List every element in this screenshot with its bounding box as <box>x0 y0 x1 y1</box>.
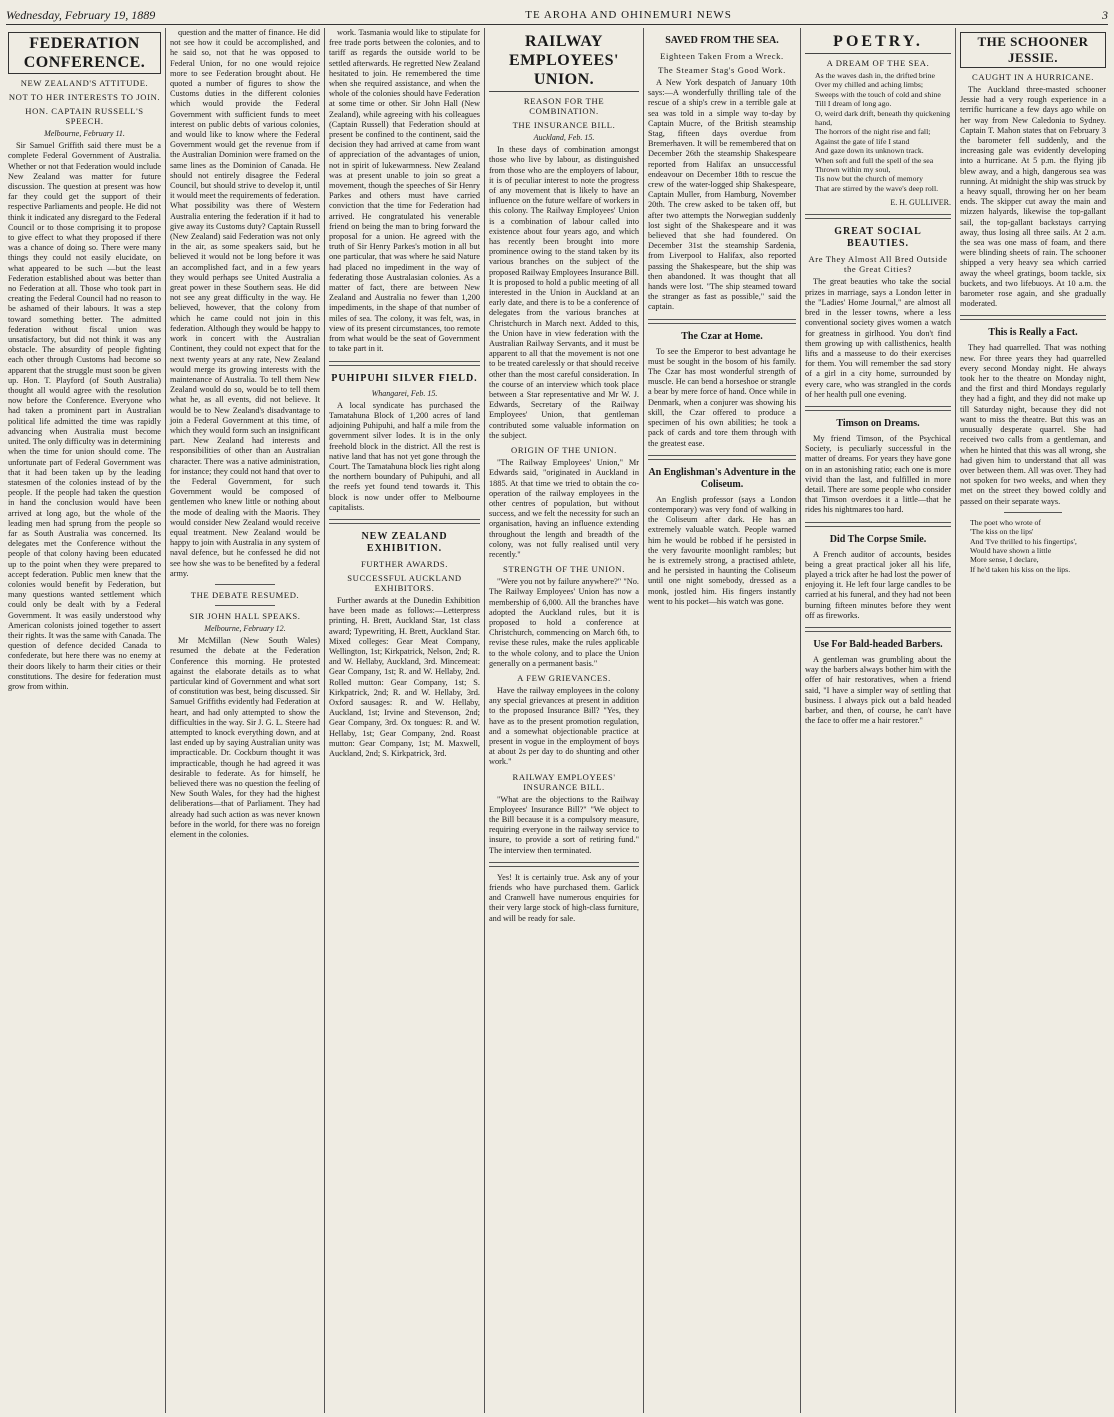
masthead-date: Wednesday, February 19, 1889 <box>6 7 156 22</box>
railway-body-6: Yes! It is certainly true. Ask any of your friends who have purchased them. Garlick and Cranwell have numerous enquiries for their very large stock of high-class furniture, and will be ready for sale. <box>489 872 639 923</box>
puhipuhi-body: A local syndicate has purchased the Tamatahuna Block of 1,200 acres of land adjoining Puhipuhi, and half a mile from the government silver lodes. It is in the only freehold block in the district. All the rest is native land that has not yet gone through the Court. The Tamatahuna block lies right along the northern boundary of Puhipuhi, and all the reefs yet found tend towards it. This block is now under offer to Melbourne capitalists. <box>329 400 480 512</box>
col2-heading-2: SIR JOHN HALL SPEAKS. <box>189 610 301 621</box>
column-3 <box>325 28 485 1413</box>
railway-subhead-1: REASON FOR THE COMBINATION. <box>523 96 605 116</box>
divider <box>648 455 796 460</box>
col2-body-1: question and the matter of finance. He did not see how it could be accomplished, and he said so, not that he was opposed to Federal Union, for no one would rejoice more to see Federation brought about. He quoted a number of figures to show the Customs duties in the different colonies which would provide the Federal Government with sufficient funds to meet interest on public debts of various colonies, and would like to know where the Federal Government would get the revenue from if the Australian Dominion were framed on the same lines as the Dominion of Canada. He should not entirely disagree the Federal Council, but should strive to develop it, until it would meet the requirements of federation. What possibility was there of Western Australia entering the federation if it had to give away its Customs duty? Captain Russell (New Zealand) said Federation was not only in the air, as some speakers said, but he believed it would not be long before it was an accomplished fact, and in a few years they would perhaps see United Australia a great power in these Southern seas. He did not see any great difficulty in the way. He believed, however, that the colony from which he came could not join in this federation. Although they would be happy to work in concert with the Australian Continent, they could not expect that for the next twenty years at any rate, New Zealand would merge its growing interests with the maintenance of Australia. To tell them New Zealand would do so, would be to tell them what he, as all events, did not believe. It would be to New Zealand's disadvantage to join a Federal Government at this time, of which they would form such an insignificant part. New Zealand had interests and responsibilities of other than an Australian character. There was a native administration, for instance; they could not hand that over to the Federal Government, for such Government would be composed of gentlemen who knew little or nothing about the mode of dealing with the Maoris. They would consider New Zealand would receive equal treatment. New Zealand would be happy to join with Australia in any system of naval defence, but he confessed he did not see how she was to be benefited by a federal army. <box>170 28 320 578</box>
divider <box>805 214 951 219</box>
poem-line: Till I dream of long ago. <box>815 99 892 109</box>
federation-subhead-1: NEW ZEALAND'S ATTITUDE. <box>20 78 149 88</box>
federation-subhead-2: NOT TO HER INTERESTS TO JOIN. <box>8 92 161 102</box>
poetry-subhead: A DREAM OF THE SEA. <box>826 58 930 68</box>
col2-dateline: Melbourne, February 12. <box>204 623 286 633</box>
poem-line: Sweeps with the touch of cold and shine <box>815 89 941 99</box>
poem-line: Thrown within my soul, <box>815 165 891 175</box>
masthead-title: TE AROHA AND OHINEMURI NEWS <box>525 9 732 21</box>
poem-block <box>805 71 951 193</box>
railway-subhead-2: THE INSURANCE BILL. <box>512 120 616 130</box>
saved-heading: SAVED FROM THE SEA. <box>665 35 779 46</box>
divider <box>805 406 951 411</box>
railway-dateline: Auckland, Feb. 15. <box>533 133 595 142</box>
column-5 <box>644 28 801 1413</box>
verse-line: And 'I've thrilled to his fingertips', <box>970 536 1077 546</box>
divider <box>805 627 951 632</box>
verse-line: If he'd taken his kiss on the lips. <box>970 564 1071 574</box>
divider <box>489 862 639 867</box>
czar-heading: The Czar at Home. <box>681 330 763 342</box>
columns <box>4 28 1110 1413</box>
puhipuhi-dateline: Whangarei, Feb. 15. <box>371 388 438 398</box>
corpse-body: A French auditor of accounts, besides being a great practical joker all his life, played a trick after he had lost the power of enjoying it. He left four large candles to be carried at his funeral, and they had not been burning fifteen minutes before they went off as fireworks. <box>805 549 951 620</box>
saved-subhead-1: Eighteen Taken From a Wreck. <box>660 51 784 61</box>
beauties-body: The great beauties who take the social prizes in marriage, says a London letter in the "Ladies' Home Journal," are almost all bred in the lesser towns, where a less conventional society gives women a watch for greatness in girlhood. You don't find them growing up with callisthenics, health lifts and a masseuse to do their exercises for them. You will remember the sad story of a girl in a city home, surrounded by every care, who was strangled in the cords of her health pull one evening. <box>805 277 951 399</box>
column-1 <box>4 28 166 1413</box>
railway-body-4: Have the railway employees in the colony any special grievances at present in addition to the proposed Insurance Bill? "Yes, they have as to the present promotion regulation, and a somewhat objectionable practice at present in vogue in the employment of boys at about 2s per day to do shunting and other work." <box>489 685 639 767</box>
schooner-body: The Auckland three-masted schooner Jessie had a very rough experience in a terrific hurricane a few days ago while on her way from New Caledonia to Sydney. Captain T. Mahon states that on February 3 the barometer fell suddenly, and the increasing gale was evidently developing into a hurricane. At 5 p.m. the flying jib blew away, and a high, dangerous sea was running. At midnight the ship was struck by a heavy squall, throwing her on her beam ends. The skipper cut away the main and mizzen halyards, likewise the top-gallant sail, the top-gallant backstays carrying away, thus losing all three sails. At 2 a.m. the sea was one mass of foam, and there were blinding sheets of rain. The schooner shipped a very heavy sea which carried away the wheel gratings, boom tackle, six buckets, and two lifebuoys. At 10 a.m. the barometer rose again, and she gradually moderated. <box>960 85 1106 309</box>
divider <box>648 319 796 324</box>
coliseum-body: An English professor (says a London contemporary) was very fond of walking in the Coliseum after dark. He has an extremely valuable watch. People warned him he would be robbed if he persisted in the very favourite moonlight rambles; but he is extremely strong, a practised athlete, and he persisted in haunting the Coliseum until one night somebody, dressed as a monk, jostled him. His fingers instantly went to his pocket—his watch was gone. <box>648 494 796 606</box>
barbers-body: A gentleman was grumbling about the way the barbers always bother him with the offer of hair restoratives, when a friend said, "I have a simpler way of settling that business. I always pick out a bald headed barber, and then, of course, he can't have the face to offer me a hair restorer." <box>805 654 951 726</box>
divider <box>1004 512 1062 513</box>
puhipuhi-heading: PUHIPUHI SILVER FIELD. <box>331 372 478 384</box>
divider <box>329 361 480 366</box>
column-2 <box>166 28 325 1413</box>
column-7 <box>956 28 1110 1413</box>
railway-heading-strength: STRENGTH OF THE UNION. <box>503 564 625 575</box>
federation-body: Sir Samuel Griffith said there must be a complete Federal Government of Australia. Whether or not that Federation would include New Zealand was matter for future discussion. The question at present was how far they could get the support of their respective Parliaments and people. He did not think it indicated any disregard to the Federal Council or to those comprising it to propose to give effect to what they proposed if there was a chance of doing so. There were many things they could not easily elucidate, on what appeared to be such —but the least Federation established about was better than no Federation at all. Those who took part in creating the Federal Council had no reason to be ashamed of their labours. It was a step toward something better. The admitted federation without fiscal union was unsatisfactory, but did not think it was any obstacle. The absurdity of people fighting each other through Customs had become so apparent that the struggle must soon be given up. Hon. T. Playford (of South Australia) thought all would agree with the resolution now before the Conference. Everyone who had taken a prominent part in Australian political life admitted the time was rapidly advancing when Australia must become united. The only difficulty was in determining when the time for union should come. The unfortunate part of Federal Government was that it had been taken up by the leading statesmen of the colonies instead of by the people. If the people had taken the question in hand the conclusion would have been arrived at long ago, but the whole of the leading men had sprung from the people so far as South Australia was concerned. Its delegates met the Conference without the people of that colony having been educated up to the point when they were prepared to accept federation. Public men knew that the colonies would benefit by Federation, but many questions wanted settlement which could only be dealt with by a Federal Government. It was easily understood why American colonists joined together to assert their rights. It was the same with Canada. The question of defence decided Canada to confederate, but here there was no enemy at their doors likely to harm their cities or their constitutions. The desire for federation must grow from within. <box>8 141 161 691</box>
poem-signature: E. H. GULLIVER. <box>890 198 951 208</box>
railway-heading-origin: ORIGIN OF THE UNION. <box>511 445 617 456</box>
exhibition-subhead-2: SUCCESSFUL AUCKLAND EXHIBITORS. <box>347 572 462 593</box>
column-4 <box>485 28 644 1413</box>
exhibition-body: Further awards at the Dunedin Exhibition have been made as follows:—Letterpress printing, H. Brett, Auckland Star, 1st class award; Typewriting, H. Brett, Auckland Star. Mixed colleges: Gear Meat Company, Wellington, 1st; Kirkpatrick, Nelson, 2nd; R. and W. Hellaby, Auckland, 3rd. Mincemeat: Gear Company, 1st; R. and W. Hellaby, 2nd. Rolled mutton: Gear Company, 1st; S. Kirkpatrick, 2nd; R. and W. Hellaby, 3rd. Oxford sausages: R. and W. Hellaby, Auckland, 1st; Irvine and Stevenson, 2nd; Gear Company, 3rd. Ox tongues: R. and W. Hellaby, 1st; Gear Company, 2nd. Roast mutton: Gear Company, 1st; M. Maxwell, Auckland, 2nd; S. Kirkpatrick, 3rd. <box>329 595 480 758</box>
beauties-heading: GREAT SOCIAL BEAUTIES. <box>834 226 922 250</box>
divider <box>805 522 951 527</box>
timson-body: My friend Timson, of the Psychical Society, is peculiarly successful in the matter of dreams. For years they have gone on in an astonishing ratio; each one is more vivid than the last, and fulfilled in more detail. There are some people who consider that Timson overdoes it a little—that he rides his nightmares too hard. <box>805 433 951 515</box>
poem-line: And gaze down its unknown track. <box>815 146 924 156</box>
divider <box>329 519 480 524</box>
masthead <box>6 6 1108 25</box>
poem-line: That are stirred by the wave's deep roll. <box>815 183 939 193</box>
poem-line: Over my chilled and aching limbs; <box>815 80 924 90</box>
timson-heading: Timson on Dreams. <box>836 417 920 429</box>
poem-line: O, weird dark drift, beneath thy quickening hand, <box>815 108 951 128</box>
railway-heading-grievances: A FEW GRIEVANCES. <box>517 672 611 683</box>
fact-body: They had quarrelled. That was nothing new. For three years they had quarrelled every second Monday night. He always took her to the theatre on Monday night, and the first and third Mondays regularly they had a fight, and they did not make up till Saturday night, because they did not want to miss the theatre. But this was an unusually desperate quarrel. She had received two calls from a gentleman, and when he hinted that this was all wrong, she had given him to understand that all was over between them. All was over. They had not spoken for two weeks, and when they met on the street they bowed coldly and passed on their separate ways. <box>960 343 1106 506</box>
railway-title: RAILWAY EMPLOYEES' UNION. <box>489 32 639 92</box>
verse-line: The poet who wrote of <box>970 517 1042 527</box>
verse-line: More sense, I declare, <box>970 555 1039 565</box>
poem-line: The horrors of the night rise and fall; <box>815 127 931 137</box>
divider <box>215 605 275 606</box>
federation-title: FEDERATION CONFERENCE. <box>8 32 161 74</box>
verse-line: 'The kiss on the lips' <box>970 527 1034 537</box>
col2-body-2: Mr McMillan (New South Wales) resumed the debate at the Federation Conference this morning. He protested against the elaborate details as to what particular kind of Government and what sort of constitution was best, being discussed. Sir Samuel Griffiths evidently had Federation at heart, and had only attempted to show the difficulties in the way. Sir J. G. L. Steere had attempted to knock everything down, and at last ended up by saying Australian unity was impracticable. Dr. Cockburn thought it was impracticable, though he had agreed it was desirable to federate. As for himself, he believed there was no question the feeling of New South Wales, for they had the highest deliberations—that of Parliament. They had already had such action as was never known before in the world, for there was no foreign element in the colonies. <box>170 636 320 840</box>
railway-body-2: "The Railway Employees' Union," Mr Edwards said, "originated in Auckland in 1885. At that time we tried to obtain the co-operation of the railway employees in the other centres of population, but without success, and we felt the necessity for such an organisation, having an influence extending throughout the length and breadth of the colony, was not fully realised until very recently." <box>489 458 639 559</box>
poetry-title: POETRY. <box>805 32 951 54</box>
verse-block <box>960 518 1106 574</box>
railway-body-1: In these days of combination amongst those who live by labour, as distinguished from those who are the employers of labour, it is of peculiar interest to note the progress of any movement that is likely to have an influence on the future welfare of workers in this colony. The Railway Employees' Union is a combination of labour called into existence about four years ago, and which has recently been brought into more prominence owing to the stand taken by its various branches on the subject of the proposed Railway Employees Insurance Bill. It is proposed to hold a public meeting of all interested in the Union in Auckland at an early date, and there is to be a conference of delegates from the various branches at Christchurch in March next. Added to this, the Union have in view federation with the Australian Railway Servants, and it must be apparent to all that the movement is not one to be treated carelessly or that should receive other than the most careful consideration. In the course of an interview which took place between a Star representative and Mr W. J. Edwards, Secretary of the Railway Employees' Union, that gentleman contributed some valuable information on the subject. <box>489 145 640 440</box>
divider <box>960 315 1106 320</box>
federation-subhead-3: HON. CAPTAIN RUSSELL'S SPEECH. <box>25 106 144 126</box>
exhibition-subhead-1: FURTHER AWARDS. <box>360 558 449 569</box>
railway-body-5: "What are the objections to the Railway Employees' Insurance Bill?" "We object to the Bill because it is a compulsory measure, requiring everyone in the railway service to insure, to provide a sort of retiring fund." The interview then terminated. <box>489 794 639 855</box>
railway-body-3: "Were you not by failure anywhere?" "No. The Railway Employees' Union has now a membership of 6,000. All the branches have adopted the Auckland rules, but it is proposed to hold a conference at Christchurch, commencing on March 6th, to revise these rules, make the rules applicable to the whole colony, and to place the Union generally on a permanent basis." <box>489 577 639 668</box>
divider <box>215 584 275 585</box>
schooner-subhead: CAUGHT IN A HURRICANE. <box>972 72 1094 82</box>
verse-line: Would have shown a little <box>970 545 1052 555</box>
poem-line: Against the gate of life I stand <box>815 136 910 146</box>
barbers-heading: Use For Bald-headed Barbers. <box>813 638 943 650</box>
czar-body: To see the Emperor to best advantage he must be sought in the bosom of his family. The Czar has most wonderful strength of muscle. He can bend a horseshoe or strangle a bear by mere force of hand. Once while in Denmark, when a conjurer was showing his skill, the Czar offered to produce a specimen of his own abilities; he took a pack of cards and tore them through with the greatest ease. <box>648 346 796 448</box>
poem-line: Tis now but the church of memory <box>815 174 923 184</box>
col2-heading-1: THE DEBATE RESUMED. <box>190 589 300 600</box>
federation-dateline: Melbourne, February 11. <box>44 129 125 138</box>
fact-heading: This is Really a Fact. <box>988 327 1078 339</box>
poem-line: As the waves dash in, the drifted brine <box>815 71 935 80</box>
saved-subhead-2: The Steamer Stag's Good Work. <box>658 65 786 75</box>
saved-body: A New York despatch of January 10th says:—A wonderfully thrilling tale of the rescue of a ship's crew in a terrible gale at sea was told in a simple way to-day by Captain Mucre, of the British steamship Stag, fifteen days overdue from Bremerhaven. It will be remembered that on December 26th the steamship Shakespeare reported from Halifax an unsuccessful endeavour on December 18th to rescue the crew of the water-logged ship Shakespeare, Captain Muller, from Hamburg, November 20th. The crew asked to be taken off, but after two attempts the Norwegian suddenly lost sight of the Shakespeare and it was believed that she had foundered. On December 31st the steamship Sardenia, from Liverpool to Halifax, also reported passing the Shakespeare, but the ship was then abandoned. It was thought that all hands were lost. "The ship steamed toward the stranger as fast as possible," said the captain. <box>648 78 796 312</box>
schooner-title: THE SCHOONER JESSIE. <box>960 32 1106 68</box>
column-6 <box>801 28 956 1413</box>
corpse-heading: Did The Corpse Smile. <box>829 533 927 545</box>
coliseum-heading: An Englishman's Adventure in the Coliseum. <box>648 466 796 490</box>
col3-body-1: work. Tasmania would like to stipulate for free trade ports between the colonies, and to tariff as regards the outside world to be settled afterwards. He regretted New Zealand hesitated to join. He remembered the time when she required assistance, and when the whole of the colonies should have Federation at some time or other. Sir John Hall (New Zealand), while agreeing with his colleagues (Captain Russell) that Federation should at present be confined to the continent, said the decision they had arrived at came from want of appreciation of the advantages of union, not in spirit of lukewarmness. New Zealand was at present unable to join so great a movement, though the speeches of Sir Henry Parkes and others must have carried conviction that the time for Federation had arrived. He congratulated his venerable friend on being the man to bring forward the proposal for a union. He agreed with the truth of Sir Henry Parkes's motion in all but one particular, that was where he said Nature had placed no impediment in the way of federating those Australasian colonies. As a matter of fact, there are between New Zealand and Australia no fewer than 1,200 impediments, in the shape of that number of miles of sea. The colony, it was felt, was, in view of its present circumstances, too remote from what would be the seat of Government to take part in it. <box>329 28 480 354</box>
railway-heading-insurance: RAILWAY EMPLOYEES' INSURANCE BILL. <box>512 771 616 792</box>
masthead-page-number: 3 <box>1102 7 1108 22</box>
exhibition-heading: NEW ZEALAND EXHIBITION. <box>361 530 448 554</box>
poem-line: When soft and full the spell of the sea <box>815 155 934 165</box>
beauties-subhead: Are They Almost All Bred Outside the Great Cities? <box>808 254 948 275</box>
